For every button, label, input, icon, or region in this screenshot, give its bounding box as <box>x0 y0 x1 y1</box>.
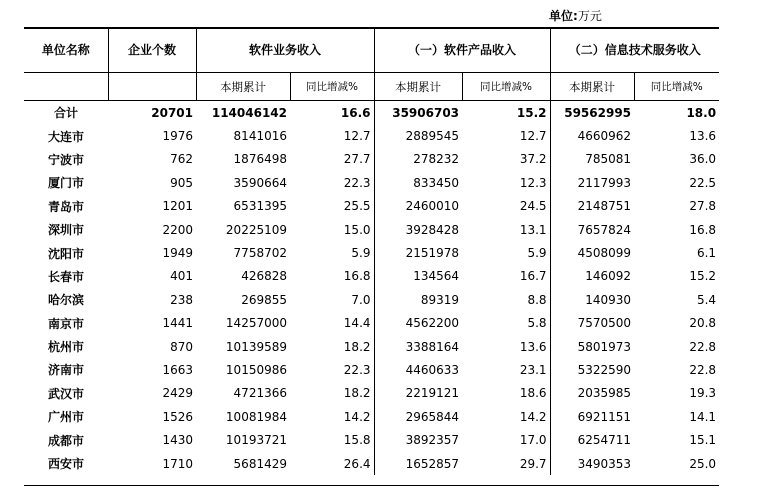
table-row <box>24 171 719 194</box>
it-service-cumulative-cell: 5801973 <box>577 339 632 354</box>
company-count-cell: 905 <box>170 175 193 190</box>
software-cumulative-cell: 20225109 <box>225 222 287 237</box>
it-service-cumulative-cell: 2148751 <box>577 199 632 214</box>
company-count-cell: 1976 <box>162 129 193 144</box>
table-row-total <box>24 101 719 125</box>
it-service-cumulative-cell: 785081 <box>585 152 632 167</box>
product-cumulative-cell: 3928428 <box>405 222 460 237</box>
it-service-yoy-cell: 16.8 <box>689 222 717 237</box>
product-cumulative-cell: 1652857 <box>405 456 460 471</box>
company-count-cell: 238 <box>170 292 193 307</box>
table-row <box>24 218 719 241</box>
software-cumulative-cell: 3590664 <box>233 175 287 190</box>
city-cell: 合计 <box>53 106 78 121</box>
city-cell: 哈尔滨 <box>47 293 84 308</box>
it-service-cumulative-cell: 2117993 <box>577 175 632 190</box>
software-cumulative-cell: 8141016 <box>233 129 287 144</box>
company-count-cell: 401 <box>170 269 193 284</box>
header-row-sub <box>24 73 719 101</box>
software-cumulative-cell: 269855 <box>241 292 287 307</box>
header-software-revenue: 软件业务收入 <box>196 27 374 73</box>
table-row <box>24 382 719 405</box>
it-service-yoy-cell: 36.0 <box>689 152 717 167</box>
product-yoy-cell: 15.2 <box>462 101 550 125</box>
software-yoy-cell: 25.5 <box>290 195 374 218</box>
software-cumulative-cell: 426828 <box>241 269 287 284</box>
it-service-cumulative-cell: 7657824 <box>577 222 632 237</box>
city-cell: 西安市 <box>47 457 84 472</box>
product-yoy-cell: 37.2 <box>462 148 550 171</box>
product-yoy-cell: 12.7 <box>462 124 550 147</box>
software-cumulative-cell: 14257000 <box>225 316 287 331</box>
product-cumulative-cell: 3892357 <box>405 433 460 448</box>
product-yoy-cell: 5.8 <box>462 312 550 335</box>
it-service-cumulative-cell: 140930 <box>585 292 632 307</box>
company-count-cell: 1526 <box>162 409 193 424</box>
software-cumulative-cell: 6531395 <box>233 199 287 214</box>
header-empty-cell <box>108 73 196 101</box>
software-cumulative-cell: 10139589 <box>225 339 287 354</box>
it-service-cumulative-cell: 3490353 <box>577 456 632 471</box>
software-yoy-cell: 15.8 <box>290 428 374 451</box>
it-service-yoy-cell: 6.1 <box>696 246 717 261</box>
company-count-cell: 20701 <box>151 105 193 120</box>
software-cumulative-cell: 10081984 <box>225 409 287 424</box>
software-yoy-cell: 22.3 <box>290 358 374 381</box>
product-yoy-cell: 5.9 <box>462 241 550 264</box>
header-product-revenue: （一）软件产品收入 <box>374 27 550 73</box>
it-service-yoy-cell: 22.8 <box>689 362 717 377</box>
product-yoy-cell: 17.0 <box>462 428 550 451</box>
it-service-cumulative-cell: 5322590 <box>577 362 632 377</box>
table-row <box>24 241 719 264</box>
product-cumulative-cell: 35906703 <box>392 105 460 120</box>
product-cumulative-cell: 2965844 <box>405 409 460 424</box>
software-cumulative-cell: 7758702 <box>233 246 287 261</box>
product-yoy-cell: 8.8 <box>462 288 550 311</box>
it-service-cumulative-cell: 146092 <box>585 269 632 284</box>
header-it-cumulative: 本期累计 <box>550 73 634 101</box>
city-cell: 长春市 <box>47 269 84 284</box>
table-row <box>24 428 719 451</box>
table-row <box>24 265 719 288</box>
city-cell: 深圳市 <box>47 223 84 238</box>
software-revenue-table <box>24 27 719 475</box>
header-company-count: 企业个数 <box>108 27 196 73</box>
company-count-cell: 2429 <box>162 386 193 401</box>
software-yoy-cell: 16.6 <box>290 101 374 125</box>
product-cumulative-cell: 2151978 <box>405 246 460 261</box>
it-service-cumulative-cell: 6921151 <box>577 409 632 424</box>
product-cumulative-cell: 89319 <box>420 292 460 307</box>
software-cumulative-cell: 5681429 <box>233 456 287 471</box>
unit-value: 万元 <box>577 9 602 23</box>
company-count-cell: 1710 <box>162 456 193 471</box>
city-cell: 厦门市 <box>47 176 84 191</box>
company-count-cell: 870 <box>170 339 193 354</box>
product-cumulative-cell: 4562200 <box>405 316 460 331</box>
software-yoy-cell: 22.3 <box>290 171 374 194</box>
it-service-cumulative-cell: 2035985 <box>577 386 632 401</box>
software-yoy-cell: 27.7 <box>290 148 374 171</box>
product-cumulative-cell: 2460010 <box>405 199 460 214</box>
city-cell: 青岛市 <box>47 199 84 214</box>
it-service-cumulative-cell: 4660962 <box>577 129 632 144</box>
header-sw-yoy: 同比增减% <box>290 73 374 101</box>
it-service-yoy-cell: 27.8 <box>689 199 717 214</box>
it-service-yoy-cell: 15.1 <box>689 433 717 448</box>
software-yoy-cell: 14.4 <box>290 312 374 335</box>
table-row <box>24 405 719 428</box>
table-row <box>24 124 719 147</box>
city-cell: 杭州市 <box>47 340 84 355</box>
table-bottom-border <box>24 485 719 486</box>
product-yoy-cell: 23.1 <box>462 358 550 381</box>
software-cumulative-cell: 10150986 <box>225 362 287 377</box>
city-cell: 宁波市 <box>47 152 84 167</box>
product-yoy-cell: 14.2 <box>462 405 550 428</box>
city-cell: 大连市 <box>47 129 84 144</box>
software-cumulative-cell: 1876498 <box>233 152 287 167</box>
software-yoy-cell: 15.0 <box>290 218 374 241</box>
table-row <box>24 288 719 311</box>
product-cumulative-cell: 3388164 <box>405 339 460 354</box>
table-row <box>24 452 719 475</box>
table-row <box>24 195 719 218</box>
software-yoy-cell: 12.7 <box>290 124 374 147</box>
header-unit-name: 单位名称 <box>24 27 108 73</box>
city-cell: 沈阳市 <box>47 246 84 261</box>
header-it-yoy: 同比增减% <box>634 73 719 101</box>
it-service-yoy-cell: 14.1 <box>689 409 717 424</box>
company-count-cell: 2200 <box>162 222 193 237</box>
it-service-yoy-cell: 22.8 <box>689 339 717 354</box>
product-yoy-cell: 16.7 <box>462 265 550 288</box>
it-service-yoy-cell: 20.8 <box>689 316 717 331</box>
city-cell: 广州市 <box>47 410 84 425</box>
unit-label: 单位: <box>549 9 578 23</box>
software-yoy-cell: 7.0 <box>290 288 374 311</box>
software-yoy-cell: 26.4 <box>290 452 374 475</box>
table-row <box>24 335 719 358</box>
company-count-cell: 1441 <box>162 316 193 331</box>
it-service-yoy-cell: 25.0 <box>689 456 717 471</box>
table-body <box>24 101 719 476</box>
product-cumulative-cell: 2219121 <box>405 386 460 401</box>
table-row <box>24 312 719 335</box>
header-prod-cumulative: 本期累计 <box>374 73 462 101</box>
it-service-yoy-cell: 19.3 <box>689 386 717 401</box>
software-cumulative-cell: 114046142 <box>211 105 287 120</box>
product-cumulative-cell: 833450 <box>413 175 460 190</box>
product-yoy-cell: 29.7 <box>462 452 550 475</box>
company-count-cell: 1949 <box>162 246 193 261</box>
product-yoy-cell: 13.1 <box>462 218 550 241</box>
company-count-cell: 1430 <box>162 433 193 448</box>
product-yoy-cell: 12.3 <box>462 171 550 194</box>
header-it-service-revenue: （二）信息技术服务收入 <box>550 27 719 73</box>
software-cumulative-cell: 10193721 <box>225 433 287 448</box>
city-cell: 武汉市 <box>47 386 84 401</box>
header-row-main <box>24 27 719 73</box>
table-row <box>24 148 719 171</box>
product-yoy-cell: 13.6 <box>462 335 550 358</box>
header-prod-yoy: 同比增减% <box>462 73 550 101</box>
product-yoy-cell: 24.5 <box>462 195 550 218</box>
it-service-yoy-cell: 18.0 <box>686 105 717 120</box>
software-yoy-cell: 5.9 <box>290 241 374 264</box>
it-service-yoy-cell: 5.4 <box>696 292 717 307</box>
product-cumulative-cell: 134564 <box>413 269 460 284</box>
header-empty-cell <box>24 73 108 101</box>
company-count-cell: 1663 <box>162 362 193 377</box>
it-service-cumulative-cell: 59562995 <box>564 105 632 120</box>
table-row <box>24 358 719 381</box>
product-cumulative-cell: 278232 <box>413 152 460 167</box>
company-count-cell: 1201 <box>162 199 193 214</box>
software-yoy-cell: 16.8 <box>290 265 374 288</box>
it-service-cumulative-cell: 7570500 <box>577 316 632 331</box>
it-service-yoy-cell: 13.6 <box>689 129 717 144</box>
city-cell: 南京市 <box>47 316 84 331</box>
software-cumulative-cell: 4721366 <box>233 386 287 401</box>
software-yoy-cell: 18.2 <box>290 335 374 358</box>
unit-note <box>549 7 602 24</box>
city-cell: 成都市 <box>47 433 84 448</box>
it-service-cumulative-cell: 4508099 <box>577 246 632 261</box>
it-service-cumulative-cell: 6254711 <box>577 433 632 448</box>
product-cumulative-cell: 4460633 <box>405 362 460 377</box>
software-yoy-cell: 14.2 <box>290 405 374 428</box>
city-cell: 济南市 <box>47 363 84 378</box>
header-sw-cumulative: 本期累计 <box>196 73 290 101</box>
product-yoy-cell: 18.6 <box>462 382 550 405</box>
it-service-yoy-cell: 22.5 <box>689 175 717 190</box>
software-yoy-cell: 18.2 <box>290 382 374 405</box>
company-count-cell: 762 <box>170 152 193 167</box>
product-cumulative-cell: 2889545 <box>405 129 460 144</box>
it-service-yoy-cell: 15.2 <box>689 269 717 284</box>
